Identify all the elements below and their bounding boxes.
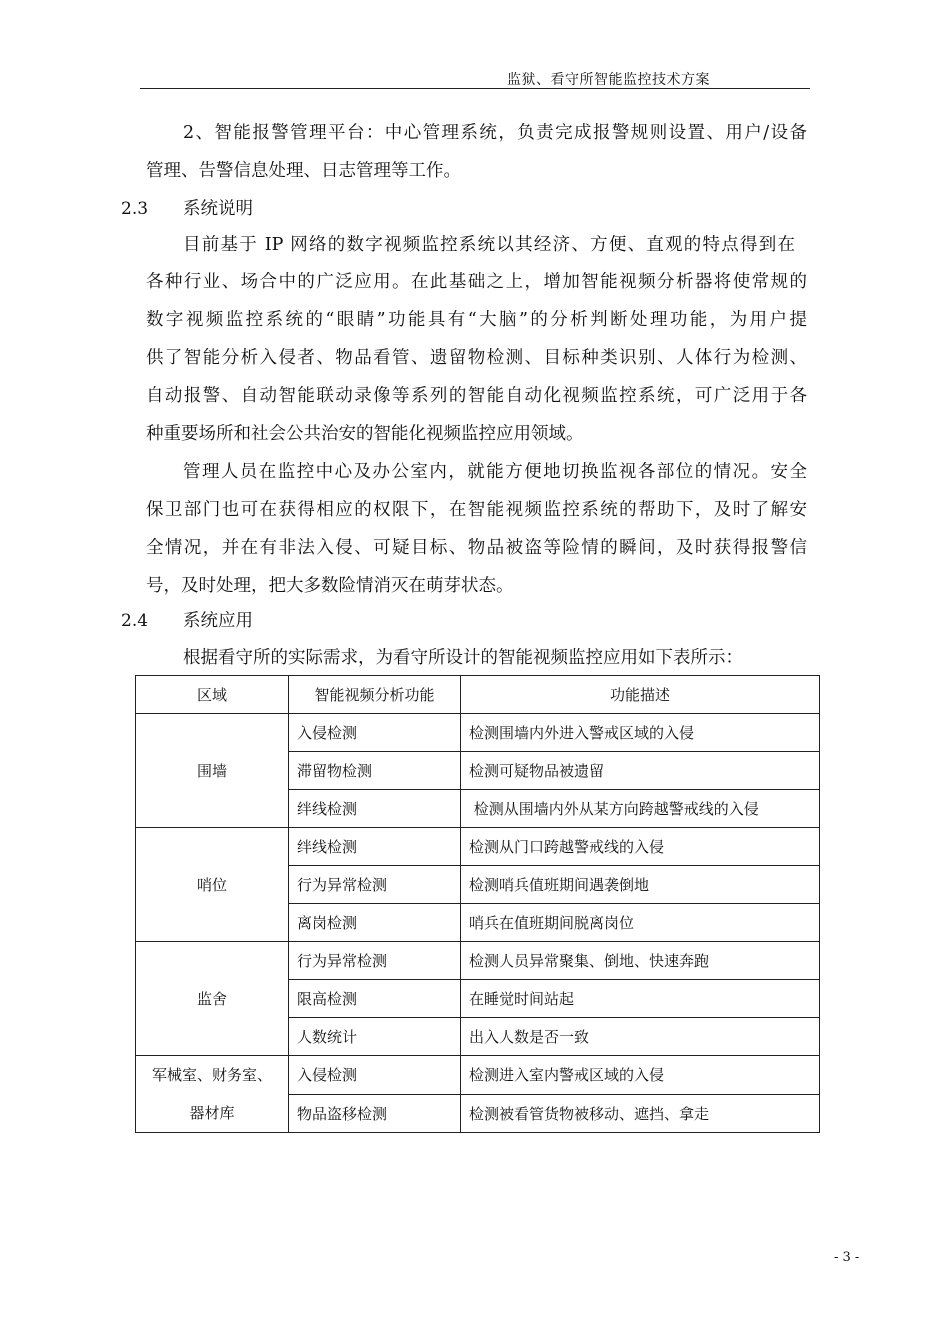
section-title: 系统说明 [183,199,253,219]
area-cell: 监舍 [136,942,289,1056]
function-cell: 离岗检测 [289,904,461,942]
header-cell: 区域 [136,676,289,714]
table-intro: 根据看守所的实际需求，为看守所设计的智能视频监控应用如下表所示： [183,648,743,668]
table-row [136,1056,820,1095]
paragraph-line: 各种行业、场合中的广泛应用。在此基础之上，增加智能视频分析器将使常规的 [146,272,807,292]
paragraph-line: 目前基于 IP 网络的数字视频监控系统以其经济、方便、直观的特点得到在 [183,235,795,255]
function-cell: 行为异常检测 [289,866,461,904]
function-table [135,675,820,1133]
paragraph-line: 保卫部门也可在获得相应的权限下，在智能视频监控系统的帮助下，及时了解安 [146,500,807,520]
function-cell: 滞留物检测 [289,752,461,790]
description-cell: 在睡觉时间站起 [461,980,820,1018]
intro-line-2: 管理、告警信息处理、日志管理等工作。 [146,161,461,181]
area-line: 器材库 [189,1104,235,1122]
table-row [136,942,820,980]
paragraph-line: 管理人员在监控中心及办公室内，就能方便地切换监视各部位的情况。安全 [183,462,807,482]
paragraph-line: 自动报警、自动智能联动录像等系列的智能自动化视频监控系统，可广泛用于各 [146,386,807,406]
function-cell: 限高检测 [289,980,461,1018]
description-cell: 检测被看管货物被移动、遮挡、拿走 [461,1094,820,1133]
paragraph-line: 供了智能分析入侵者、物品看管、遗留物检测、目标种类识别、人体行为检测、 [146,348,807,368]
table-row [136,828,820,866]
description-cell: 检测哨兵值班期间遇袭倒地 [461,866,820,904]
section-title: 系统应用 [183,611,253,631]
section-number: 2.4 [121,611,149,631]
paragraph-line: 号，及时处理，把大多数险情消灭在萌芽状态。 [146,576,514,596]
description-cell: 检测进入室内警戒区域的入侵 [461,1056,820,1095]
header-divider [140,88,810,89]
description-cell: 检测可疑物品被遗留 [461,752,820,790]
header-cell: 智能视频分析功能 [289,676,461,714]
description-cell: 检测围墙内外进入警戒区域的入侵 [461,714,820,752]
description-cell: 检测从围墙内外从某方向跨越警戒线的入侵 [461,790,820,828]
function-cell: 入侵检测 [289,1056,461,1095]
function-cell: 入侵检测 [289,714,461,752]
paragraph-line: 数字视频监控系统的“眼睛”功能具有“大脑”的分析判断处理功能，为用户提 [146,310,807,330]
area-line: 军械室、财务室、 [151,1066,272,1084]
area-cell: 围墙 [136,714,289,828]
function-cell: 行为异常检测 [289,942,461,980]
function-cell: 绊线检测 [289,828,461,866]
description-cell: 检测人员异常聚集、倒地、快速奔跑 [461,942,820,980]
header-cell: 功能描述 [461,676,820,714]
function-cell: 绊线检测 [289,790,461,828]
page-number: - 3 - [834,1250,860,1265]
header-title: 监狱、看守所智能监控技术方案 [507,72,710,88]
area-cell: 哨位 [136,828,289,942]
description-cell: 出入人数是否一致 [461,1018,820,1056]
table-row [136,714,820,752]
description-cell: 哨兵在值班期间脱离岗位 [461,904,820,942]
function-cell: 人数统计 [289,1018,461,1056]
function-cell: 物品盗移检测 [289,1094,461,1133]
paragraph-line: 种重要场所和社会公共治安的智能化视频监控应用领域。 [146,424,584,444]
description-cell: 检测从门口跨越警戒线的入侵 [461,828,820,866]
table-header-row [136,676,820,714]
intro-line-1: 2、智能报警管理平台：中心管理系统，负责完成报警规则设置、用户/设备 [183,123,807,143]
section-number: 2.3 [121,199,149,219]
area-cell [136,1056,289,1133]
paragraph-line: 全情况，并在有非法入侵、可疑目标、物品被盗等险情的瞬间，及时获得报警信 [146,538,807,558]
